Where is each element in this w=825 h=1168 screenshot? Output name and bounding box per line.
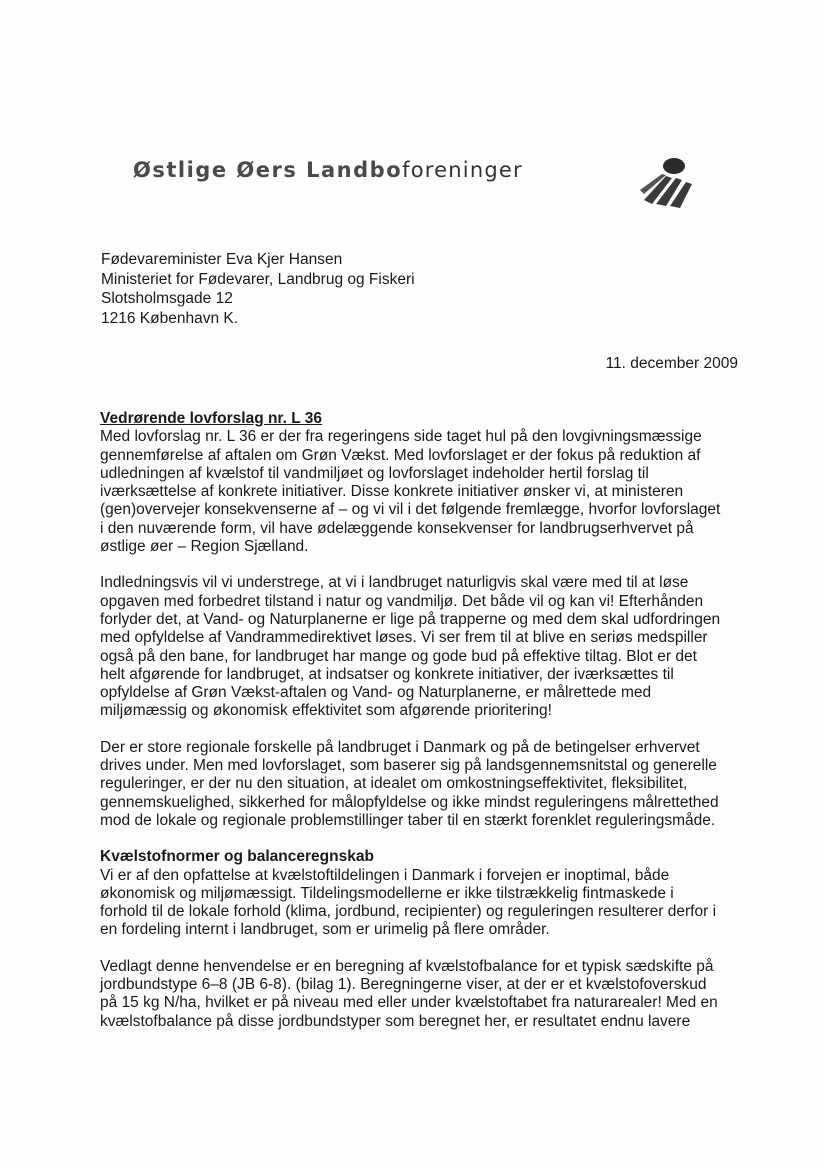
text-line: forlyder det, at Vand- og Naturplanerne er lige på trapperne og med dem skal udfordringen: [100, 610, 721, 628]
text-line: Der er store regionale forskelle på landbruget i Danmark og på de betingelser erhvervet: [100, 738, 700, 756]
section-kvaelstof: [100, 848, 745, 939]
letter-body: [100, 410, 745, 1049]
text-line: udledningen af kvælstof til vandmiljøet og lovforslaget indeholder hertil forslag til: [100, 464, 649, 482]
recipient-line: Slotsholmsgade 12: [101, 290, 233, 307]
text-line: forhold til de lokale forhold (klima, jordbund, recipienter) og reguleringen resulterer derfor i: [100, 903, 717, 921]
text-line: iværksættelse af konkrete initiativer. Disse konkrete initiativer ønsker vi, at ministeren: [100, 483, 684, 501]
text-line: drives under. Men med lovforslaget, som baserer sig på landsgennemsnitstal og generelle: [100, 757, 717, 775]
letter-date: 11. december 2009: [605, 355, 738, 372]
text-line: opfyldelse af Grøn Vækst-aftalen og Vand- og Naturplanerne, er målrettede med: [100, 684, 652, 702]
text-line: miljømæssig og økonomisk effektivitet som afgørende prioritering!: [100, 702, 552, 720]
letterhead-light: foreninger: [402, 158, 523, 182]
recipient-line: Ministeriet for Fødevarer, Landbrug og Fiskeri: [101, 270, 415, 288]
section-lovforslag: [100, 410, 745, 556]
letterhead-title: [133, 158, 523, 182]
text-line: i den nuværende form, vil have ødelæggende konsekvenser for landbrugserhvervet på: [100, 519, 694, 537]
section-heading: Kvælstofnormer og balanceregnskab: [100, 848, 374, 866]
text-line: mod de lokale og regionale problemstillinger taber til en stærkt forenklet reguleringsmåde.: [100, 811, 716, 829]
recipient-line: Fødevareminister Eva Kjer Hansen: [101, 251, 343, 268]
text-line: økonomisk og miljømæssigt. Tildelingsmodellerne er ikke tilstrækkelig fintmaskede i: [100, 884, 674, 902]
text-line: gennemførelse af aftalen om Grøn Vækst. Med lovforslaget er der fokus på reduktion af: [100, 446, 701, 464]
recipient-line: 1216 København K.: [101, 309, 239, 327]
text-line: også på den bane, for landbruget har mange og gode bud på effektive tiltag. Blot er det: [100, 647, 697, 665]
text-line: helt afgørende for landbruget, at indsatser og konkrete initiativer, der iværksættes til: [100, 665, 674, 683]
paragraph: [100, 958, 745, 1031]
text-line: Vedlagt denne henvendelse er en beregning af kvælstofbalance for et typisk sædskifte på: [100, 957, 714, 975]
text-line: (gen)overvejer konsekvenserne af – og vi vil i det følgende fremlægge, hvorfor lovforslaget: [100, 501, 721, 519]
text-line: kvælstofbalance på disse jordbundstyper som beregnet her, er resultatet endnu lavere: [100, 1012, 691, 1030]
text-line: opgaven med forbedret tilstand i natur og vandmiljø. Det både vil og kan vi! Efterhånden: [100, 592, 704, 610]
text-line: Med lovforslag nr. L 36 er der fra regeringens side taget hul på den lovgivningsmæssige: [100, 428, 702, 446]
stylized-field-rows-logo-icon: [636, 152, 696, 212]
text-line: jordbundstype 6–8 (JB 6-8). (bilag 1). Beregningerne viser, at der er et kvælstofoverskud: [100, 976, 707, 994]
text-line: Vi er af den opfattelse at kvælstoftildelingen i Danmark i forvejen er inoptimal, både: [100, 866, 670, 884]
paragraph: [100, 739, 745, 830]
text-line: en fordeling internt i landbruget, som er urimelig på flere områder.: [100, 921, 550, 939]
paragraph: [100, 574, 745, 720]
letterhead-bold: Østlige Øers Landbo: [133, 158, 403, 182]
text-line: på 15 kg N/ha, hvilket er på niveau med eller under kvælstoftabet fra naturarealer! Med en: [100, 994, 718, 1012]
text-line: gennemskuelighed, sikkerhed for målopfyldelse og ikke mindst reguleringens målrettethed: [100, 793, 719, 811]
recipient-address: [101, 250, 415, 328]
text-line: med opfyldelse af Vandrammedirektivet løses. Vi ser frem til at blive en seriøs medspiller: [100, 629, 708, 647]
section-heading: Vedrørende lovforslag nr. L 36: [100, 410, 322, 427]
text-line: reguleringer, er der nu den situation, at idealet om omkostningseffektivitet, fleksibilitet,: [100, 775, 688, 793]
text-line: Indledningsvis vil vi understrege, at vi i landbruget naturligvis skal være med til at løse: [100, 574, 689, 592]
text-line: østlige øer – Region Sjælland.: [100, 538, 309, 556]
